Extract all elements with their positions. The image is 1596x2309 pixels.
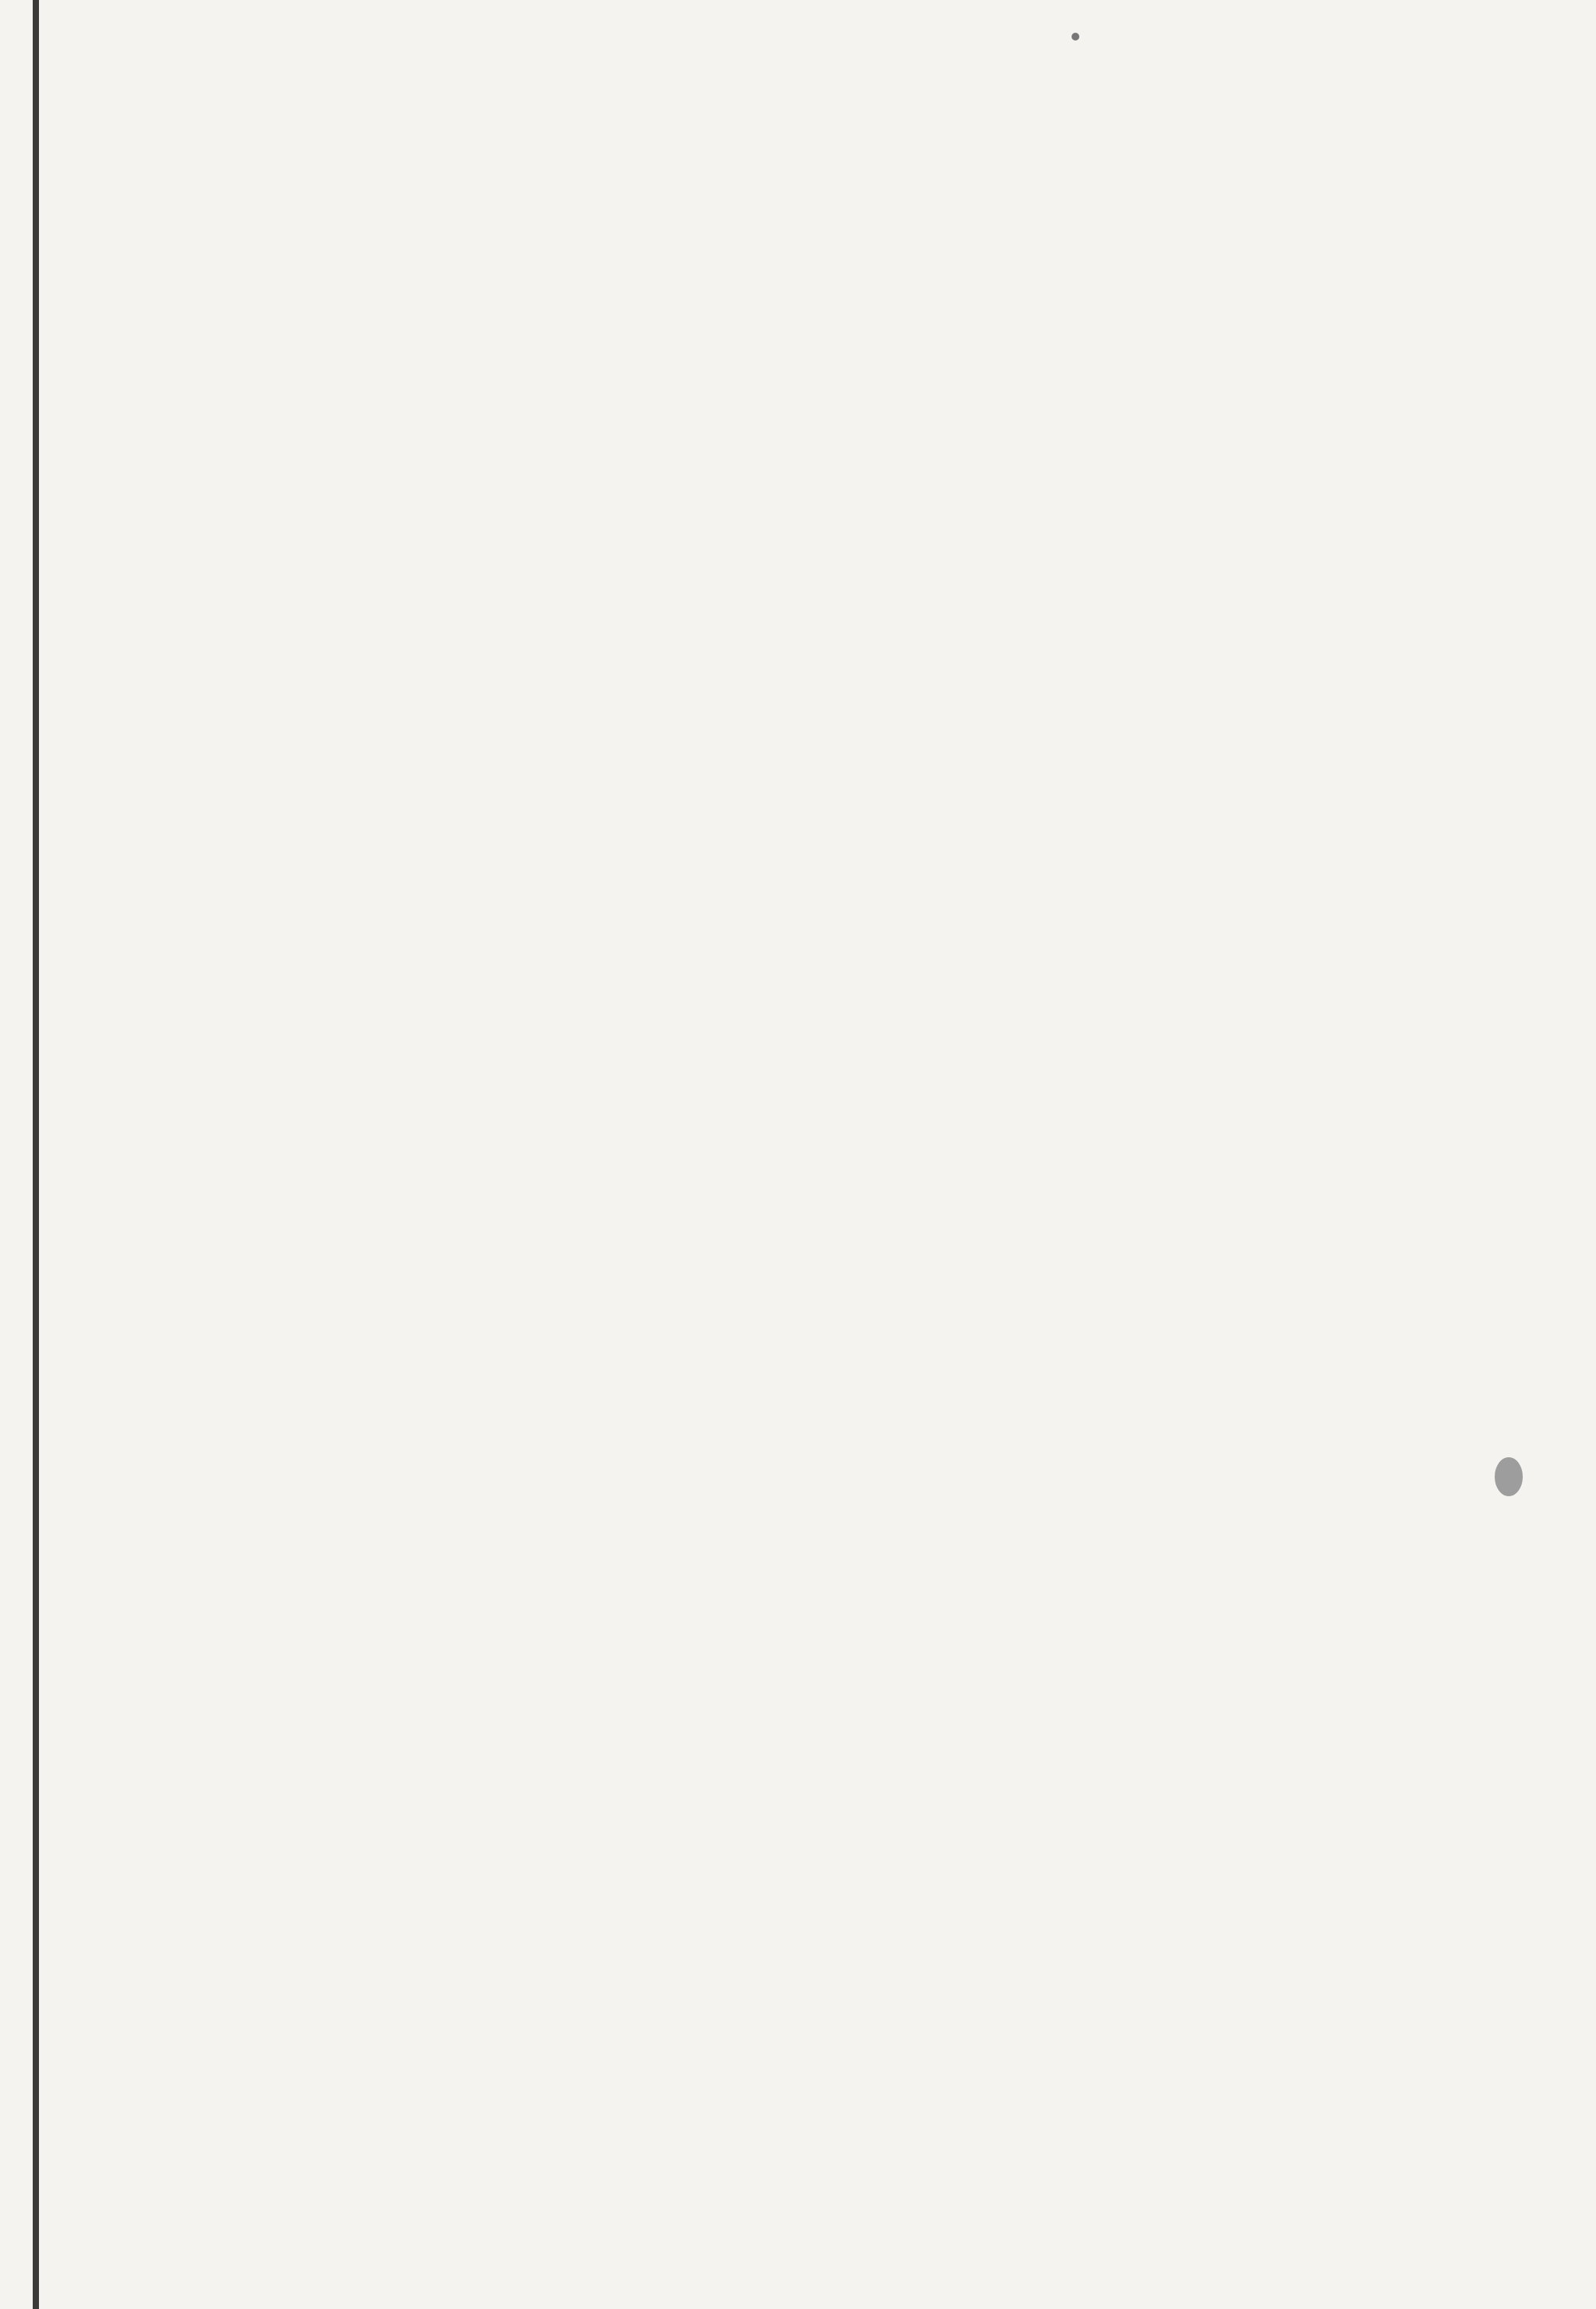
climatograms-figure bbox=[0, 1294, 1596, 1917]
print-speck bbox=[1072, 33, 1079, 41]
page-binding-edge bbox=[33, 0, 39, 2309]
